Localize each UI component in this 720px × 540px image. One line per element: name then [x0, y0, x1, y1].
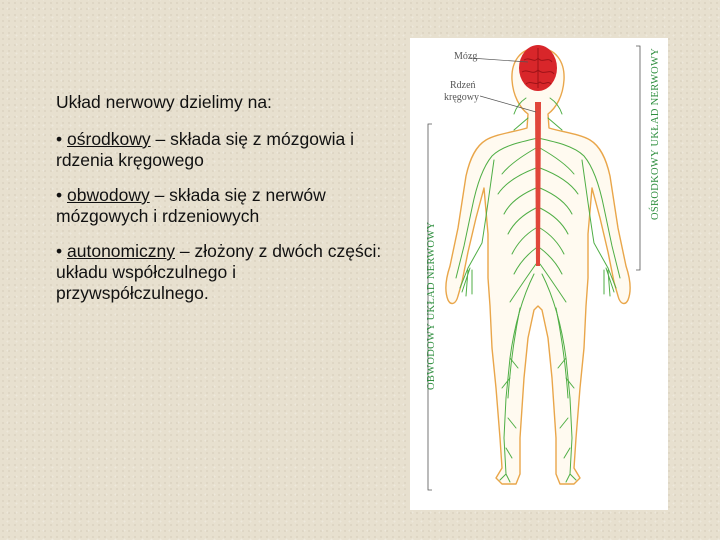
list-item-peripheral: [56, 185, 386, 227]
spinal-cord: [535, 102, 541, 266]
bullet: •: [56, 129, 63, 149]
desc-peripheral: – składa się z nerwów mózgowych i rdzeniowych: [56, 185, 326, 226]
label-brain: Mózg: [454, 51, 478, 62]
label-peripheral-nervous-system: OBWODOWY UKŁAD NERWOWY: [426, 221, 437, 390]
bullet: •: [56, 241, 63, 261]
label-spinal-cord-1: Rdzeń: [450, 80, 476, 91]
intro-text: Układ nerwowy dzielimy na:: [56, 92, 272, 112]
term-peripheral: obwodowy: [67, 185, 150, 205]
term-autonomic: autonomiczny: [67, 241, 175, 261]
bullet: •: [56, 185, 63, 205]
desc-central: – składa się z mózgowia i rdzenia kręgowego: [56, 129, 354, 170]
term-central: ośrodkowy: [67, 129, 151, 149]
brain-icon: [519, 45, 557, 91]
list-item-autonomic: [56, 241, 386, 304]
nervous-system-figure: [410, 38, 668, 510]
slide-text: [56, 92, 386, 318]
label-central-nervous-system: OŚRODKOWY UKŁAD NERWOWY: [650, 47, 661, 220]
desc-autonomic: – złożony z dwóch części: układu współczulnego i przywspółczulnego.: [56, 241, 382, 303]
list-item-central: [56, 129, 386, 171]
nervous-system-illustration: [410, 38, 668, 510]
label-spinal-cord-2: kręgowy: [444, 92, 479, 103]
